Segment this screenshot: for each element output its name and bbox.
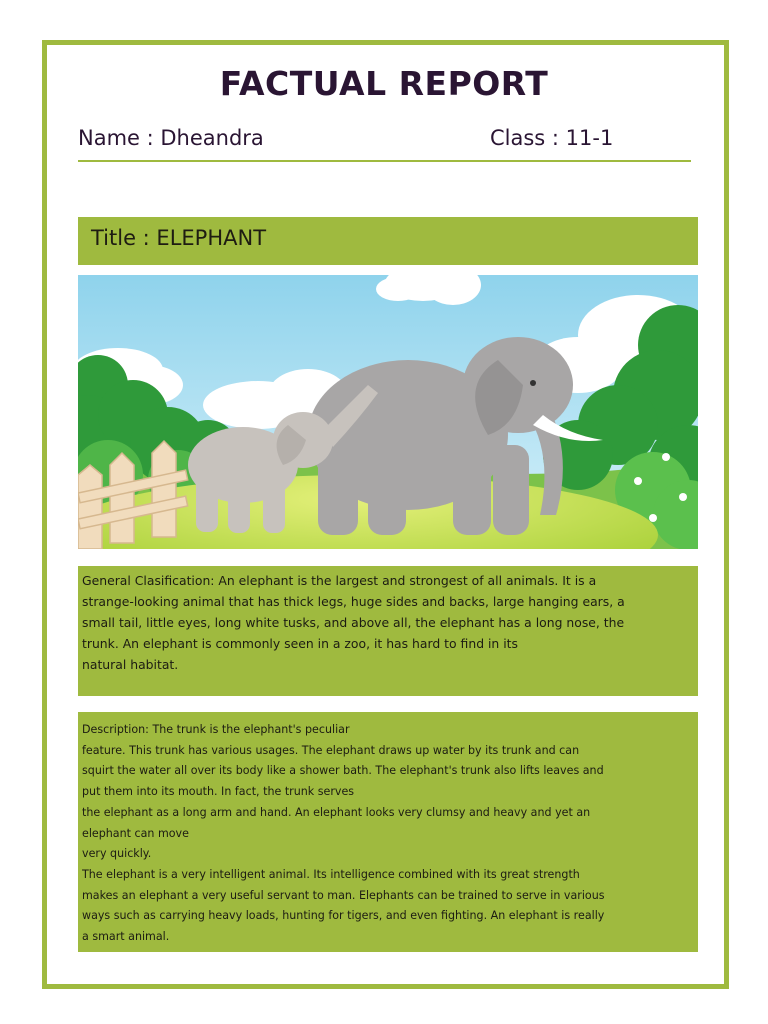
general-line: natural habitat.	[82, 657, 179, 672]
general-line: General Clasification: An elephant is the largest and strongest of all animals. It is a	[82, 573, 597, 588]
description-line: very quickly.	[82, 847, 152, 861]
description-line: squirt the water all over its body like a shower bath. The elephant's trunk also lifts leaves and	[82, 764, 604, 778]
description-line: the elephant as a long arm and hand. An elephant looks very clumsy and heavy and yet an	[82, 805, 591, 819]
report-subject-title: Title : ELEPHANT	[91, 226, 267, 250]
elephant-eye	[530, 380, 536, 386]
elephant-illustration	[78, 275, 698, 549]
header-divider	[78, 160, 691, 162]
description-line: put them into its mouth. In fact, the trunk serves	[82, 785, 355, 799]
description-line: makes an elephant a very useful servant to man. Elephants can be trained to serve in various	[82, 888, 605, 902]
general-line: small tail, little eyes, long white tusks, and above all, the elephant has a long nose, the	[82, 615, 625, 630]
general-classification-box	[78, 566, 698, 696]
description-line: The elephant is a very intelligent animal. Its intelligence combined with its great strength	[82, 867, 580, 881]
student-class: Class : 11-1	[490, 126, 614, 150]
description-box	[78, 712, 698, 952]
student-name: Name : Dheandra	[78, 126, 264, 150]
description-line: a smart animal.	[82, 930, 170, 944]
description-line: Description: The trunk is the elephant's peculiar	[82, 723, 350, 736]
description-line: feature. This trunk has various usages. The elephant draws up water by its trunk and can	[82, 743, 580, 757]
description-line: elephant can move	[82, 826, 189, 840]
report-title-bar	[78, 217, 698, 265]
general-line: trunk. An elephant is commonly seen in a zoo, it has hard to find in its	[82, 636, 518, 651]
general-line: strange-looking animal that has thick legs, huge sides and backs, large hanging ears, a	[82, 594, 625, 609]
report-title: FACTUAL REPORT	[219, 64, 549, 103]
description-line: ways such as carrying heavy loads, hunting for tigers, and even fighting. An elephant is really	[82, 909, 605, 923]
cloud-icon	[376, 275, 481, 305]
